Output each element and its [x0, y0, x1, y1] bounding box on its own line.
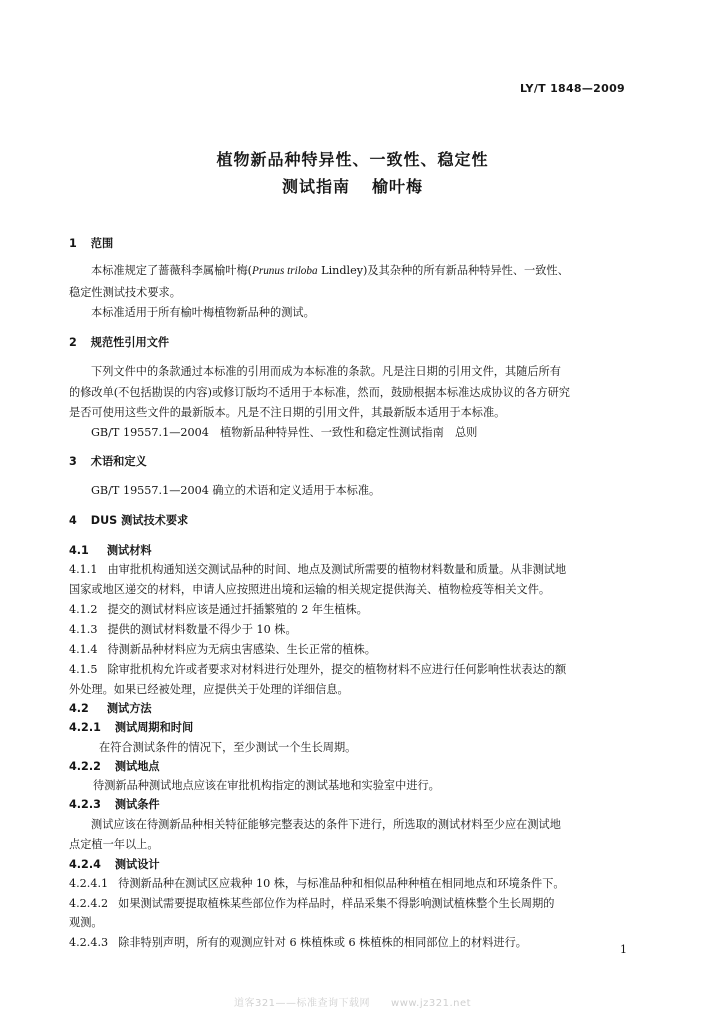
clause-4-1-5-line-2: 外处理。如果已经被处理，应提供关于处理的详细信息。: [69, 683, 349, 696]
clause-4-1-1-line-1: 4.1.1 由审批机构通知送交测试品种的时间、地点及测试所需要的植物材料数量和质量。从非测试地: [69, 563, 567, 576]
clause-4-2-4-1: 4.2.4.1 待测新品种在测试区应栽种 10 株，与标准品种和相似品种种植在相同地点和环境条件下。: [69, 877, 565, 890]
clause-4-2-2-text: 待测新品种测试地点应该在审批机构指定的测试基地和实验室中进行。: [93, 779, 440, 792]
section-1-heading: 1 范围: [69, 237, 114, 250]
section-3-para: GB/T 19557.1—2004 确立的术语和定义适用于本标准。: [91, 484, 381, 497]
standard-number: LY/T 1848—2009: [519, 82, 625, 95]
section-1-para-2: 本标准适用于所有榆叶梅植物新品种的测试。: [91, 306, 315, 319]
section-2-para-line-2: 的修改单(不包括勘误的内容)或修订版均不适用于本标准，然而，鼓励根据本标准达成协议的各方研究: [69, 386, 570, 399]
clause-4-2-4-3: 4.2.4.3 除非特别声明，所有的观测应针对 6 株植株或 6 株植株的相同部位上的材料进行。: [69, 936, 527, 949]
section-2-reference: GB/T 19557.1—2004 植物新品种特异性、一致性和稳定性测试指南 总则: [91, 426, 478, 439]
clause-4-2-3-heading: 4.2.3 测试条件: [69, 798, 160, 811]
clause-4-1-2: 4.1.2 提交的测试材料应该是通过扦插繁殖的 2 年生植株。: [69, 603, 368, 616]
document-subtitle: 测试指南 榆叶梅: [281, 177, 424, 196]
clause-4-2-3-text-line-2: 点定植一年以上。: [69, 838, 159, 851]
clause-4-2-4-2-line-1: 4.2.4.2 如果测试需要提取植株某些部位作为样品时，样品采集不得影响测试植株整个生长周期的: [69, 897, 555, 910]
clause-4-2-heading: 4.2 测试方法: [69, 702, 152, 715]
clause-4-1-5-line-1: 4.1.5 除审批机构允许或者要求对材料进行处理外，提交的植物材料不应进行任何影响性状表达的额: [69, 663, 567, 676]
clause-4-1-3: 4.1.3 提供的测试材料数量不得少于 10 株。: [69, 623, 297, 636]
clause-4-2-1-heading: 4.2.1 测试周期和时间: [69, 721, 194, 734]
section-2-heading: 2 规范性引用文件: [69, 336, 170, 349]
clause-4-2-1-text: 在符合测试条件的情况下，至少测试一个生长周期。: [99, 741, 357, 754]
clause-4-2-4-2-line-2: 观测。: [69, 916, 103, 929]
clause-4-1-1-line-2: 国家或地区递交的材料，申请人应按照进出境和运输的相关规定提供海关、植物检疫等相关文件。: [69, 583, 551, 596]
section-1-para-1-line-2: 稳定性测试技术要求。: [69, 286, 181, 299]
clause-4-2-2-heading: 4.2.2 测试地点: [69, 760, 160, 773]
clause-4-1-4: 4.1.4 待测新品种材料应为无病虫害感染、生长正常的植株。: [69, 643, 376, 656]
section-2-para-line-3: 是否可使用这些文件的最新版本。凡是不注日期的引用文件，其最新版本适用于本标准。: [69, 406, 506, 419]
section-4-heading: 4 DUS 测试技术要求: [69, 514, 189, 527]
watermark-footer: 道客321——标准查询下载网 www.jz321.net: [233, 998, 472, 1009]
document-title: 植物新品种特异性、一致性、稳定性: [216, 150, 489, 169]
section-1-para-1-line-1: 本标准规定了蔷薇科李属榆叶梅(Prunus triloba Lindley)及其杂种的所有新品种特异性、一致性、: [91, 264, 569, 277]
clause-4-2-3-text-line-1: 测试应该在待测新品种相关特征能够完整表达的条件下进行，所选取的测试材料至少应在测试地: [91, 818, 561, 831]
section-3-heading: 3 术语和定义: [69, 455, 147, 468]
clause-4-2-4-heading: 4.2.4 测试设计: [69, 858, 160, 871]
clause-4-1-heading: 4.1 测试材料: [69, 544, 152, 557]
section-2-para-line-1: 下列文件中的条款通过本标准的引用而成为本标准的条款。凡是注日期的引用文件，其随后所有: [91, 365, 561, 378]
page-number: 1: [620, 943, 627, 956]
